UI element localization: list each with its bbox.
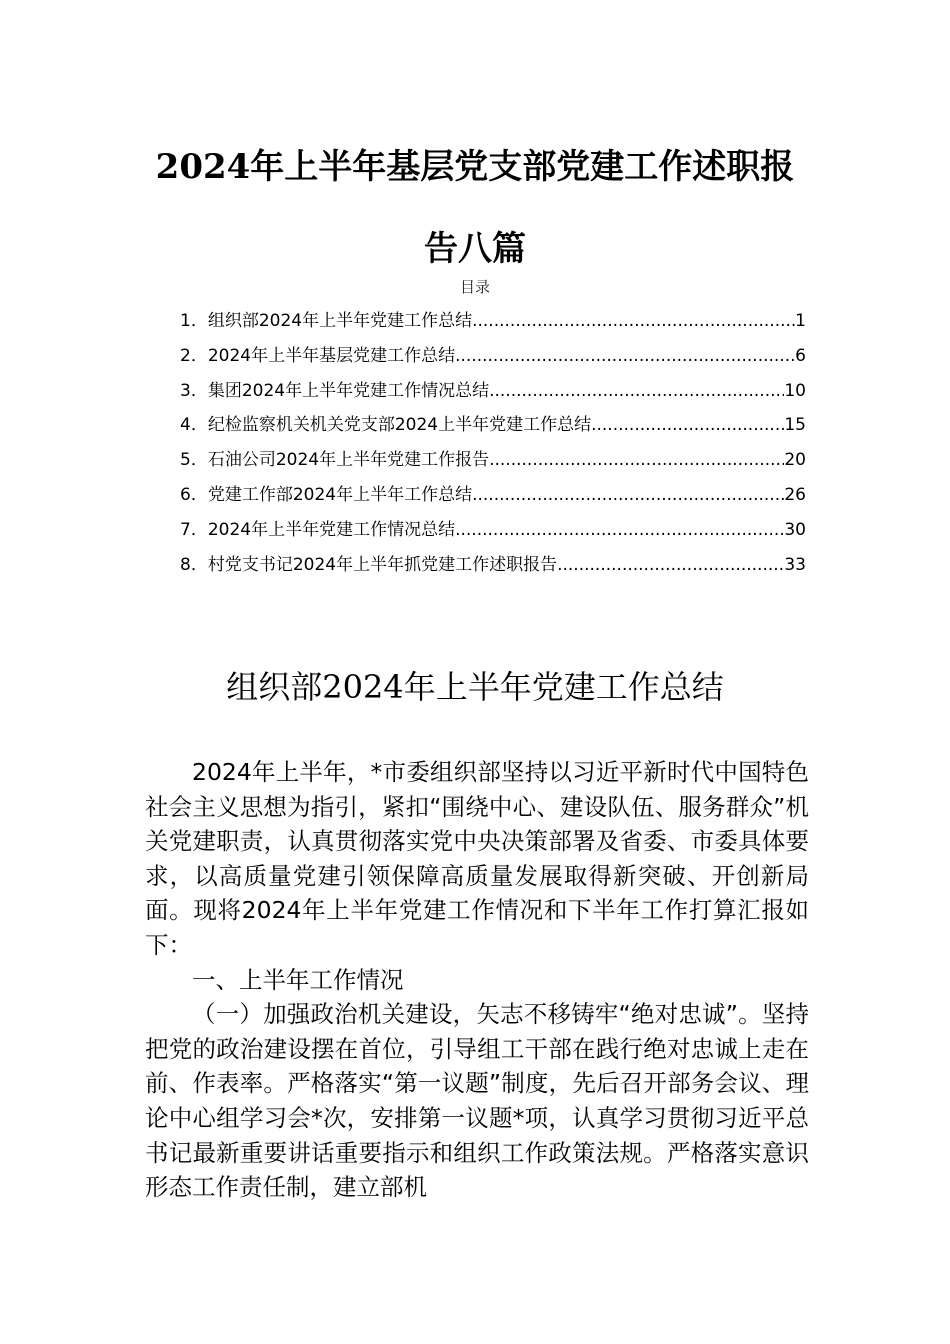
toc-leader-dots xyxy=(455,343,795,369)
toc-entry-2[interactable] xyxy=(180,343,806,378)
toc-entry-page: 33 xyxy=(784,554,806,575)
toc-leader-dots xyxy=(472,482,784,508)
toc-entry-5[interactable] xyxy=(180,447,806,482)
body-paragraph-intro: 2024年上半年，*市委组织部坚持以习近平新时代中国特色社会主义思想为指引，紧扣“围绕中心、建设队伍、服务群众”机关党建职责，认真贯彻落实党中央决策部署及省委、市委具体要求，以高质量党建引领保障高质量发展取得新突破、开创新局面。现将2024年上半年党建工作情况和下半年工作打算汇报如下： xyxy=(145,758,809,959)
toc-heading: 目录 xyxy=(459,278,490,296)
body-subheading: 一、上半年工作情况 xyxy=(192,965,404,994)
document-title: 2024年上半年基层党支部党建工作述职报告八篇 xyxy=(155,147,795,269)
toc-entry-text: 6．党建工作部2024年上半年工作总结 xyxy=(180,484,473,505)
toc-entry-text: 1．组织部2024年上半年党建工作总结 xyxy=(180,311,473,331)
toc-entry-6[interactable] xyxy=(180,482,806,517)
toc-entry-text: 5．石油公司2024年上半年党建工作报告 xyxy=(180,450,490,471)
toc-entry-page: 6 xyxy=(795,345,806,366)
toc-entry-text: 7．2024年上半年党建工作情况总结 xyxy=(180,519,456,540)
toc-entry-page: 30 xyxy=(784,519,806,540)
toc-entry-text: 4．纪检监察机关机关党支部2024上半年党建工作总结 xyxy=(180,415,592,436)
toc-entry-1[interactable] xyxy=(180,308,806,343)
toc-leader-dots xyxy=(591,412,784,438)
toc-entry-4[interactable] xyxy=(180,412,806,447)
toc-leader-dots xyxy=(557,552,784,578)
toc-entry-page: 1 xyxy=(795,311,806,331)
toc-entry-7[interactable] xyxy=(180,517,806,552)
toc-entry-text: 8．村党支书记2024年上半年抓党建工作述职报告 xyxy=(180,554,558,575)
toc-entry-page: 20 xyxy=(784,450,806,471)
table-of-contents xyxy=(180,308,806,586)
toc-leader-dots xyxy=(455,517,784,543)
toc-leader-dots xyxy=(472,308,795,334)
toc-entry-text: 3．集团2024年上半年党建工作情况总结 xyxy=(180,380,490,401)
toc-entry-3[interactable] xyxy=(180,378,806,413)
body-paragraph: （一）加强政治机关建设，矢志不移铸牢“绝对忠诚”。坚持把党的政治建设摆在首位，引导组工干部在践行绝对忠诚上走在前、作表率。严格落实“第一议题”制度，先后召开部务会议、理论中心组学习会*次，安排第一议题*项，认真学习贯彻习近平总书记最新重要讲话重要指示和组织工作政策法规。严格落实意识形态工作责任制，建立部机 xyxy=(145,1000,809,1202)
section-title: 组织部2024年上半年党建工作总结 xyxy=(226,668,724,706)
toc-entry-page: 26 xyxy=(784,484,806,505)
section-body xyxy=(145,755,809,1205)
toc-leader-dots xyxy=(489,378,784,404)
toc-leader-dots xyxy=(489,447,784,473)
toc-entry-page: 15 xyxy=(784,415,806,436)
toc-entry-text: 2．2024年上半年基层党建工作总结 xyxy=(180,345,456,366)
toc-entry-8[interactable] xyxy=(180,552,806,587)
toc-entry-page: 10 xyxy=(784,380,806,401)
